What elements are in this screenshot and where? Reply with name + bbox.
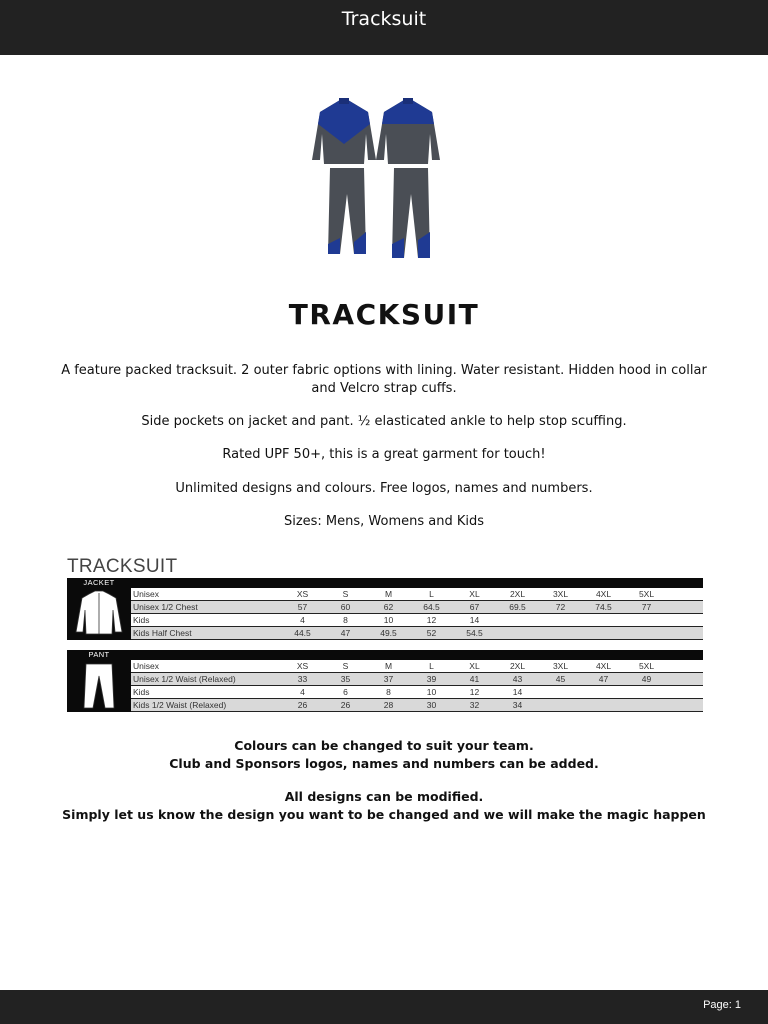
row-label: Unisex <box>133 661 159 671</box>
jacket-tag: JACKET <box>83 578 115 587</box>
table-row <box>131 614 703 627</box>
jacket-front-image <box>312 98 376 164</box>
table-cell: 64.5 <box>423 602 440 612</box>
table-cell <box>582 699 625 711</box>
table-cell: L <box>429 589 434 599</box>
table-header-row <box>131 660 703 673</box>
row-label: Kids <box>133 615 150 625</box>
table-row <box>131 601 703 614</box>
table-cell: 35 <box>340 674 351 684</box>
table-cell <box>539 686 582 698</box>
table-cell: 10 <box>383 615 394 625</box>
table-cell <box>539 699 582 711</box>
description-paragraph: Side pockets on jacket and pant. ½ elasticated ankle to help stop scuffing. <box>141 414 627 429</box>
table-cell: 2XL <box>509 589 526 599</box>
pant-back-image <box>392 168 430 258</box>
description-paragraph: Sizes: Mens, Womens and Kids <box>283 514 485 529</box>
description-paragraph: Unlimited designs and colours. Free logos, names and numbers. <box>175 481 593 496</box>
table-cell: 34 <box>512 700 523 710</box>
pant-tag: PANT <box>88 650 110 659</box>
row-label: Unisex 1/2 Chest <box>133 602 198 612</box>
table-cell: 4XL <box>595 661 612 671</box>
note-line: Colours can be changed to suit your team. <box>234 738 534 753</box>
table-cell <box>582 627 625 639</box>
table-cell <box>496 627 539 639</box>
page-title: Tracksuit <box>341 8 427 30</box>
table-cell: 5XL <box>638 589 655 599</box>
note-line: Club and Sponsors logos, names and numbers can be added. <box>169 756 599 771</box>
row-label: Kids <box>133 687 150 697</box>
table-cell: 33 <box>297 674 308 684</box>
table-cell <box>625 627 668 639</box>
table-cell: 52 <box>426 628 437 638</box>
table-cell: 49 <box>641 674 652 684</box>
table-cell: 62 <box>383 602 394 612</box>
table-cell: 67 <box>469 602 480 612</box>
size-chart-title: TRACKSUIT <box>67 556 178 577</box>
table-cell: 60 <box>340 602 351 612</box>
table-cell: 54.5 <box>466 628 483 638</box>
table-cell: L <box>429 661 434 671</box>
table-cell: S <box>342 661 349 671</box>
table-cell: 3XL <box>552 589 569 599</box>
table-row <box>131 686 703 699</box>
table-cell: 8 <box>343 615 348 625</box>
table-cell <box>625 686 668 698</box>
table-cell: 37 <box>383 674 394 684</box>
table-cell: 49.5 <box>380 628 397 638</box>
table-cell <box>625 699 668 711</box>
row-label: Kids Half Chest <box>133 628 192 638</box>
table-cell: 45 <box>555 674 566 684</box>
table-cell: S <box>342 589 349 599</box>
table-cell: XL <box>469 661 480 671</box>
table-row <box>131 673 703 686</box>
table-cell: 12 <box>469 687 480 697</box>
table-cell: 69.5 <box>509 602 526 612</box>
table-cell: M <box>384 589 393 599</box>
note-line: Simply let us know the design you want to be changed and we will make the magic happen <box>62 807 706 822</box>
table-cell: 3XL <box>552 661 569 671</box>
table-cell: 57 <box>297 602 308 612</box>
table-header-row <box>131 588 703 601</box>
footer-bar <box>0 990 768 1024</box>
table-cell: XS <box>296 661 309 671</box>
table-cell <box>625 614 668 626</box>
table-header-bar <box>67 650 703 660</box>
table-cell: 14 <box>469 615 480 625</box>
jacket-rows <box>131 588 703 640</box>
table-cell: 6 <box>343 687 348 697</box>
table-cell: 10 <box>426 687 437 697</box>
table-cell: 41 <box>469 674 480 684</box>
description-paragraph: A feature packed tracksuit. 2 outer fabric options with lining. Water resistant. Hidden hood in collar and Velcro strap cuffs. <box>61 363 707 396</box>
table-cell: 74.5 <box>595 602 612 612</box>
table-header-bar <box>67 578 703 588</box>
pant-rows <box>131 660 703 712</box>
table-cell: 2XL <box>509 661 526 671</box>
note-line: All designs can be modified. <box>284 789 484 804</box>
table-cell: 26 <box>297 700 308 710</box>
table-cell <box>539 627 582 639</box>
table-cell: 39 <box>426 674 437 684</box>
table-cell <box>582 686 625 698</box>
table-row <box>131 627 703 640</box>
row-label: Kids 1/2 Waist (Relaxed) <box>133 700 227 710</box>
table-cell: 5XL <box>638 661 655 671</box>
table-cell: 14 <box>512 687 523 697</box>
tracksuit-illustration <box>310 94 450 264</box>
product-heading: TRACKSUIT <box>288 298 480 331</box>
table-cell: 4 <box>300 687 305 697</box>
table-cell: M <box>384 661 393 671</box>
pant-size-table <box>67 650 703 712</box>
table-cell: 47 <box>340 628 351 638</box>
table-cell: 28 <box>383 700 394 710</box>
table-cell <box>539 614 582 626</box>
table-cell: 77 <box>641 602 652 612</box>
row-label: Unisex 1/2 Waist (Relaxed) <box>133 674 236 684</box>
table-row <box>131 699 703 712</box>
table-cell: 12 <box>426 615 437 625</box>
table-cell: 26 <box>340 700 351 710</box>
table-cell: XL <box>469 589 480 599</box>
pant-icon <box>74 662 124 710</box>
table-cell: XS <box>296 589 309 599</box>
jacket-icon-cell <box>67 578 131 640</box>
header-bar <box>0 0 768 55</box>
table-cell: 72 <box>555 602 566 612</box>
pant-icon-cell <box>67 650 131 712</box>
table-cell: 30 <box>426 700 437 710</box>
table-cell: 32 <box>469 700 480 710</box>
table-cell: 8 <box>386 687 391 697</box>
pant-front-image <box>328 168 366 254</box>
table-cell: 43 <box>512 674 523 684</box>
table-cell: 47 <box>598 674 609 684</box>
table-cell: 4XL <box>595 589 612 599</box>
jacket-icon <box>74 590 124 636</box>
page-number: Page: 1 <box>703 999 741 1011</box>
description-paragraph: Rated UPF 50+, this is a great garment for touch! <box>222 447 546 462</box>
table-cell: 4 <box>300 615 305 625</box>
jacket-size-table <box>67 578 703 640</box>
table-cell <box>582 614 625 626</box>
jacket-back-image <box>376 98 440 164</box>
row-label: Unisex <box>133 589 159 599</box>
table-cell: 44.5 <box>294 628 311 638</box>
table-cell <box>496 614 539 626</box>
